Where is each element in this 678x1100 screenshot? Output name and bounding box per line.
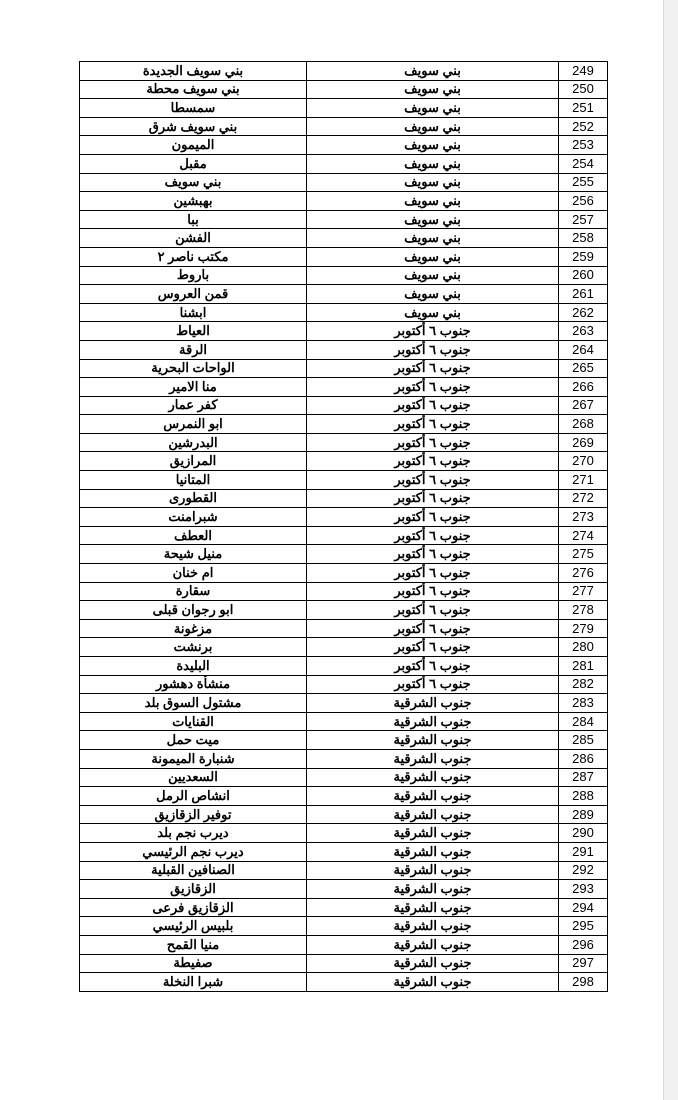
- row-number-cell: 292: [559, 861, 608, 880]
- region-cell: بني سويف: [307, 229, 559, 248]
- region-cell: جنوب ٦ أكتوبر: [307, 396, 559, 415]
- region-cell: جنوب ٦ أكتوبر: [307, 489, 559, 508]
- region-cell: جنوب الشرقية: [307, 805, 559, 824]
- office-name-cell: ام خنان: [80, 564, 307, 583]
- table-row: [80, 452, 608, 471]
- table-row: [80, 229, 608, 248]
- page-edge: [663, 0, 678, 1100]
- office-name-cell: شبرامنت: [80, 508, 307, 527]
- office-name-cell: المتانيا: [80, 471, 307, 490]
- table-row: [80, 210, 608, 229]
- office-name-cell: كفر عمار: [80, 396, 307, 415]
- table-row: [80, 954, 608, 973]
- table-row: [80, 880, 608, 899]
- offices-table: [79, 61, 608, 992]
- row-number-cell: 266: [559, 378, 608, 397]
- row-number-cell: 278: [559, 601, 608, 620]
- region-cell: جنوب الشرقية: [307, 917, 559, 936]
- office-name-cell: منشأة دهشور: [80, 675, 307, 694]
- row-number-cell: 285: [559, 731, 608, 750]
- table-row: [80, 638, 608, 657]
- region-cell: جنوب الشرقية: [307, 898, 559, 917]
- office-name-cell: مكتب ناصر ٢: [80, 247, 307, 266]
- row-number-cell: 275: [559, 545, 608, 564]
- table-row: [80, 154, 608, 173]
- region-cell: جنوب الشرقية: [307, 880, 559, 899]
- office-name-cell: منيا القمح: [80, 935, 307, 954]
- region-cell: جنوب ٦ أكتوبر: [307, 564, 559, 583]
- table-row: [80, 526, 608, 545]
- table-row: [80, 824, 608, 843]
- row-number-cell: 250: [559, 80, 608, 99]
- region-cell: بني سويف: [307, 117, 559, 136]
- region-cell: جنوب الشرقية: [307, 787, 559, 806]
- row-number-cell: 294: [559, 898, 608, 917]
- row-number-cell: 263: [559, 322, 608, 341]
- table-row: [80, 619, 608, 638]
- table-row: [80, 787, 608, 806]
- region-cell: جنوب الشرقية: [307, 749, 559, 768]
- office-name-cell: توفير الزقازيق: [80, 805, 307, 824]
- table-row: [80, 842, 608, 861]
- office-name-cell: شبرا النخلة: [80, 973, 307, 992]
- row-number-cell: 274: [559, 526, 608, 545]
- table-row: [80, 359, 608, 378]
- table-row: [80, 935, 608, 954]
- row-number-cell: 277: [559, 582, 608, 601]
- office-name-cell: بني سويف محطة: [80, 80, 307, 99]
- row-number-cell: 270: [559, 452, 608, 471]
- office-name-cell: بني سويف: [80, 173, 307, 192]
- table-body: [80, 62, 608, 992]
- region-cell: جنوب الشرقية: [307, 973, 559, 992]
- table-row: [80, 489, 608, 508]
- table-row: [80, 564, 608, 583]
- region-cell: بني سويف: [307, 173, 559, 192]
- row-number-cell: 249: [559, 62, 608, 81]
- region-cell: جنوب الشرقية: [307, 694, 559, 713]
- row-number-cell: 271: [559, 471, 608, 490]
- row-number-cell: 257: [559, 210, 608, 229]
- office-name-cell: العياط: [80, 322, 307, 341]
- table-row: [80, 99, 608, 118]
- table-row: [80, 247, 608, 266]
- region-cell: بني سويف: [307, 192, 559, 211]
- region-cell: جنوب الشرقية: [307, 712, 559, 731]
- row-number-cell: 264: [559, 340, 608, 359]
- row-number-cell: 279: [559, 619, 608, 638]
- table-row: [80, 192, 608, 211]
- region-cell: جنوب الشرقية: [307, 935, 559, 954]
- row-number-cell: 287: [559, 768, 608, 787]
- region-cell: جنوب ٦ أكتوبر: [307, 545, 559, 564]
- row-number-cell: 290: [559, 824, 608, 843]
- table-row: [80, 322, 608, 341]
- office-name-cell: الفشن: [80, 229, 307, 248]
- region-cell: جنوب الشرقية: [307, 731, 559, 750]
- row-number-cell: 293: [559, 880, 608, 899]
- office-name-cell: ابشنا: [80, 303, 307, 322]
- table-row: [80, 340, 608, 359]
- region-cell: جنوب ٦ أكتوبر: [307, 340, 559, 359]
- row-number-cell: 284: [559, 712, 608, 731]
- region-cell: جنوب ٦ أكتوبر: [307, 433, 559, 452]
- region-cell: جنوب ٦ أكتوبر: [307, 378, 559, 397]
- row-number-cell: 255: [559, 173, 608, 192]
- region-cell: جنوب ٦ أكتوبر: [307, 526, 559, 545]
- region-cell: جنوب الشرقية: [307, 768, 559, 787]
- table-row: [80, 471, 608, 490]
- table-row: [80, 675, 608, 694]
- office-name-cell: بني سويف الجديدة: [80, 62, 307, 81]
- region-cell: جنوب ٦ أكتوبر: [307, 657, 559, 676]
- document-table-container: [79, 61, 606, 992]
- table-row: [80, 173, 608, 192]
- region-cell: بني سويف: [307, 62, 559, 81]
- office-name-cell: الزقازيق: [80, 880, 307, 899]
- table-row: [80, 266, 608, 285]
- table-row: [80, 601, 608, 620]
- table-row: [80, 433, 608, 452]
- office-name-cell: ديرب نجم بلد: [80, 824, 307, 843]
- office-name-cell: برنشت: [80, 638, 307, 657]
- office-name-cell: مقبل: [80, 154, 307, 173]
- region-cell: جنوب الشرقية: [307, 954, 559, 973]
- region-cell: جنوب ٦ أكتوبر: [307, 359, 559, 378]
- office-name-cell: شنبارة الميمونة: [80, 749, 307, 768]
- row-number-cell: 252: [559, 117, 608, 136]
- office-name-cell: منا الامير: [80, 378, 307, 397]
- table-row: [80, 749, 608, 768]
- row-number-cell: 260: [559, 266, 608, 285]
- region-cell: جنوب ٦ أكتوبر: [307, 322, 559, 341]
- table-row: [80, 508, 608, 527]
- office-name-cell: العطف: [80, 526, 307, 545]
- table-row: [80, 657, 608, 676]
- row-number-cell: 295: [559, 917, 608, 936]
- row-number-cell: 282: [559, 675, 608, 694]
- table-row: [80, 898, 608, 917]
- office-name-cell: ببا: [80, 210, 307, 229]
- row-number-cell: 286: [559, 749, 608, 768]
- office-name-cell: صفيطة: [80, 954, 307, 973]
- table-row: [80, 415, 608, 434]
- row-number-cell: 251: [559, 99, 608, 118]
- office-name-cell: منيل شيحة: [80, 545, 307, 564]
- table-row: [80, 917, 608, 936]
- office-name-cell: الصنافين القبلية: [80, 861, 307, 880]
- office-name-cell: انشاص الرمل: [80, 787, 307, 806]
- region-cell: جنوب ٦ أكتوبر: [307, 638, 559, 657]
- office-name-cell: بني سويف شرق: [80, 117, 307, 136]
- office-name-cell: البليدة: [80, 657, 307, 676]
- row-number-cell: 259: [559, 247, 608, 266]
- table-row: [80, 303, 608, 322]
- office-name-cell: السعديين: [80, 768, 307, 787]
- region-cell: جنوب ٦ أكتوبر: [307, 471, 559, 490]
- table-row: [80, 805, 608, 824]
- table-row: [80, 378, 608, 397]
- table-row: [80, 973, 608, 992]
- row-number-cell: 254: [559, 154, 608, 173]
- office-name-cell: ابو النمرس: [80, 415, 307, 434]
- office-name-cell: باروط: [80, 266, 307, 285]
- region-cell: بني سويف: [307, 154, 559, 173]
- row-number-cell: 262: [559, 303, 608, 322]
- region-cell: بني سويف: [307, 247, 559, 266]
- table-row: [80, 117, 608, 136]
- table-row: [80, 712, 608, 731]
- office-name-cell: سقارة: [80, 582, 307, 601]
- table-row: [80, 396, 608, 415]
- row-number-cell: 253: [559, 136, 608, 155]
- row-number-cell: 265: [559, 359, 608, 378]
- row-number-cell: 297: [559, 954, 608, 973]
- table-row: [80, 136, 608, 155]
- region-cell: بني سويف: [307, 136, 559, 155]
- region-cell: بني سويف: [307, 99, 559, 118]
- office-name-cell: مزغونة: [80, 619, 307, 638]
- office-name-cell: الرقة: [80, 340, 307, 359]
- row-number-cell: 281: [559, 657, 608, 676]
- row-number-cell: 256: [559, 192, 608, 211]
- office-name-cell: القطورى: [80, 489, 307, 508]
- office-name-cell: ديرب نجم الرئيسي: [80, 842, 307, 861]
- office-name-cell: مشتول السوق بلد: [80, 694, 307, 713]
- office-name-cell: ميت حمل: [80, 731, 307, 750]
- row-number-cell: 268: [559, 415, 608, 434]
- table-row: [80, 582, 608, 601]
- office-name-cell: الزقازيق فرعى: [80, 898, 307, 917]
- region-cell: جنوب ٦ أكتوبر: [307, 508, 559, 527]
- table-row: [80, 62, 608, 81]
- row-number-cell: 298: [559, 973, 608, 992]
- region-cell: بني سويف: [307, 303, 559, 322]
- region-cell: بني سويف: [307, 285, 559, 304]
- row-number-cell: 272: [559, 489, 608, 508]
- office-name-cell: بهبشين: [80, 192, 307, 211]
- office-name-cell: ابو رجوان قبلى: [80, 601, 307, 620]
- table-row: [80, 80, 608, 99]
- region-cell: جنوب ٦ أكتوبر: [307, 675, 559, 694]
- region-cell: بني سويف: [307, 210, 559, 229]
- office-name-cell: بلبيس الرئيسي: [80, 917, 307, 936]
- region-cell: جنوب الشرقية: [307, 842, 559, 861]
- office-name-cell: القنايات: [80, 712, 307, 731]
- region-cell: بني سويف: [307, 266, 559, 285]
- row-number-cell: 269: [559, 433, 608, 452]
- office-name-cell: سمسطا: [80, 99, 307, 118]
- office-name-cell: المرازيق: [80, 452, 307, 471]
- row-number-cell: 267: [559, 396, 608, 415]
- row-number-cell: 258: [559, 229, 608, 248]
- row-number-cell: 288: [559, 787, 608, 806]
- region-cell: جنوب الشرقية: [307, 824, 559, 843]
- row-number-cell: 296: [559, 935, 608, 954]
- row-number-cell: 280: [559, 638, 608, 657]
- row-number-cell: 273: [559, 508, 608, 527]
- region-cell: جنوب ٦ أكتوبر: [307, 452, 559, 471]
- table-row: [80, 694, 608, 713]
- table-row: [80, 731, 608, 750]
- row-number-cell: 283: [559, 694, 608, 713]
- table-row: [80, 285, 608, 304]
- row-number-cell: 276: [559, 564, 608, 583]
- row-number-cell: 291: [559, 842, 608, 861]
- office-name-cell: قمن العروس: [80, 285, 307, 304]
- table-row: [80, 768, 608, 787]
- office-name-cell: البدرشين: [80, 433, 307, 452]
- row-number-cell: 261: [559, 285, 608, 304]
- office-name-cell: الميمون: [80, 136, 307, 155]
- row-number-cell: 289: [559, 805, 608, 824]
- table-row: [80, 861, 608, 880]
- table-row: [80, 545, 608, 564]
- region-cell: جنوب الشرقية: [307, 861, 559, 880]
- region-cell: جنوب ٦ أكتوبر: [307, 415, 559, 434]
- region-cell: جنوب ٦ أكتوبر: [307, 619, 559, 638]
- region-cell: جنوب ٦ أكتوبر: [307, 582, 559, 601]
- region-cell: بني سويف: [307, 80, 559, 99]
- office-name-cell: الواحات البحرية: [80, 359, 307, 378]
- region-cell: جنوب ٦ أكتوبر: [307, 601, 559, 620]
